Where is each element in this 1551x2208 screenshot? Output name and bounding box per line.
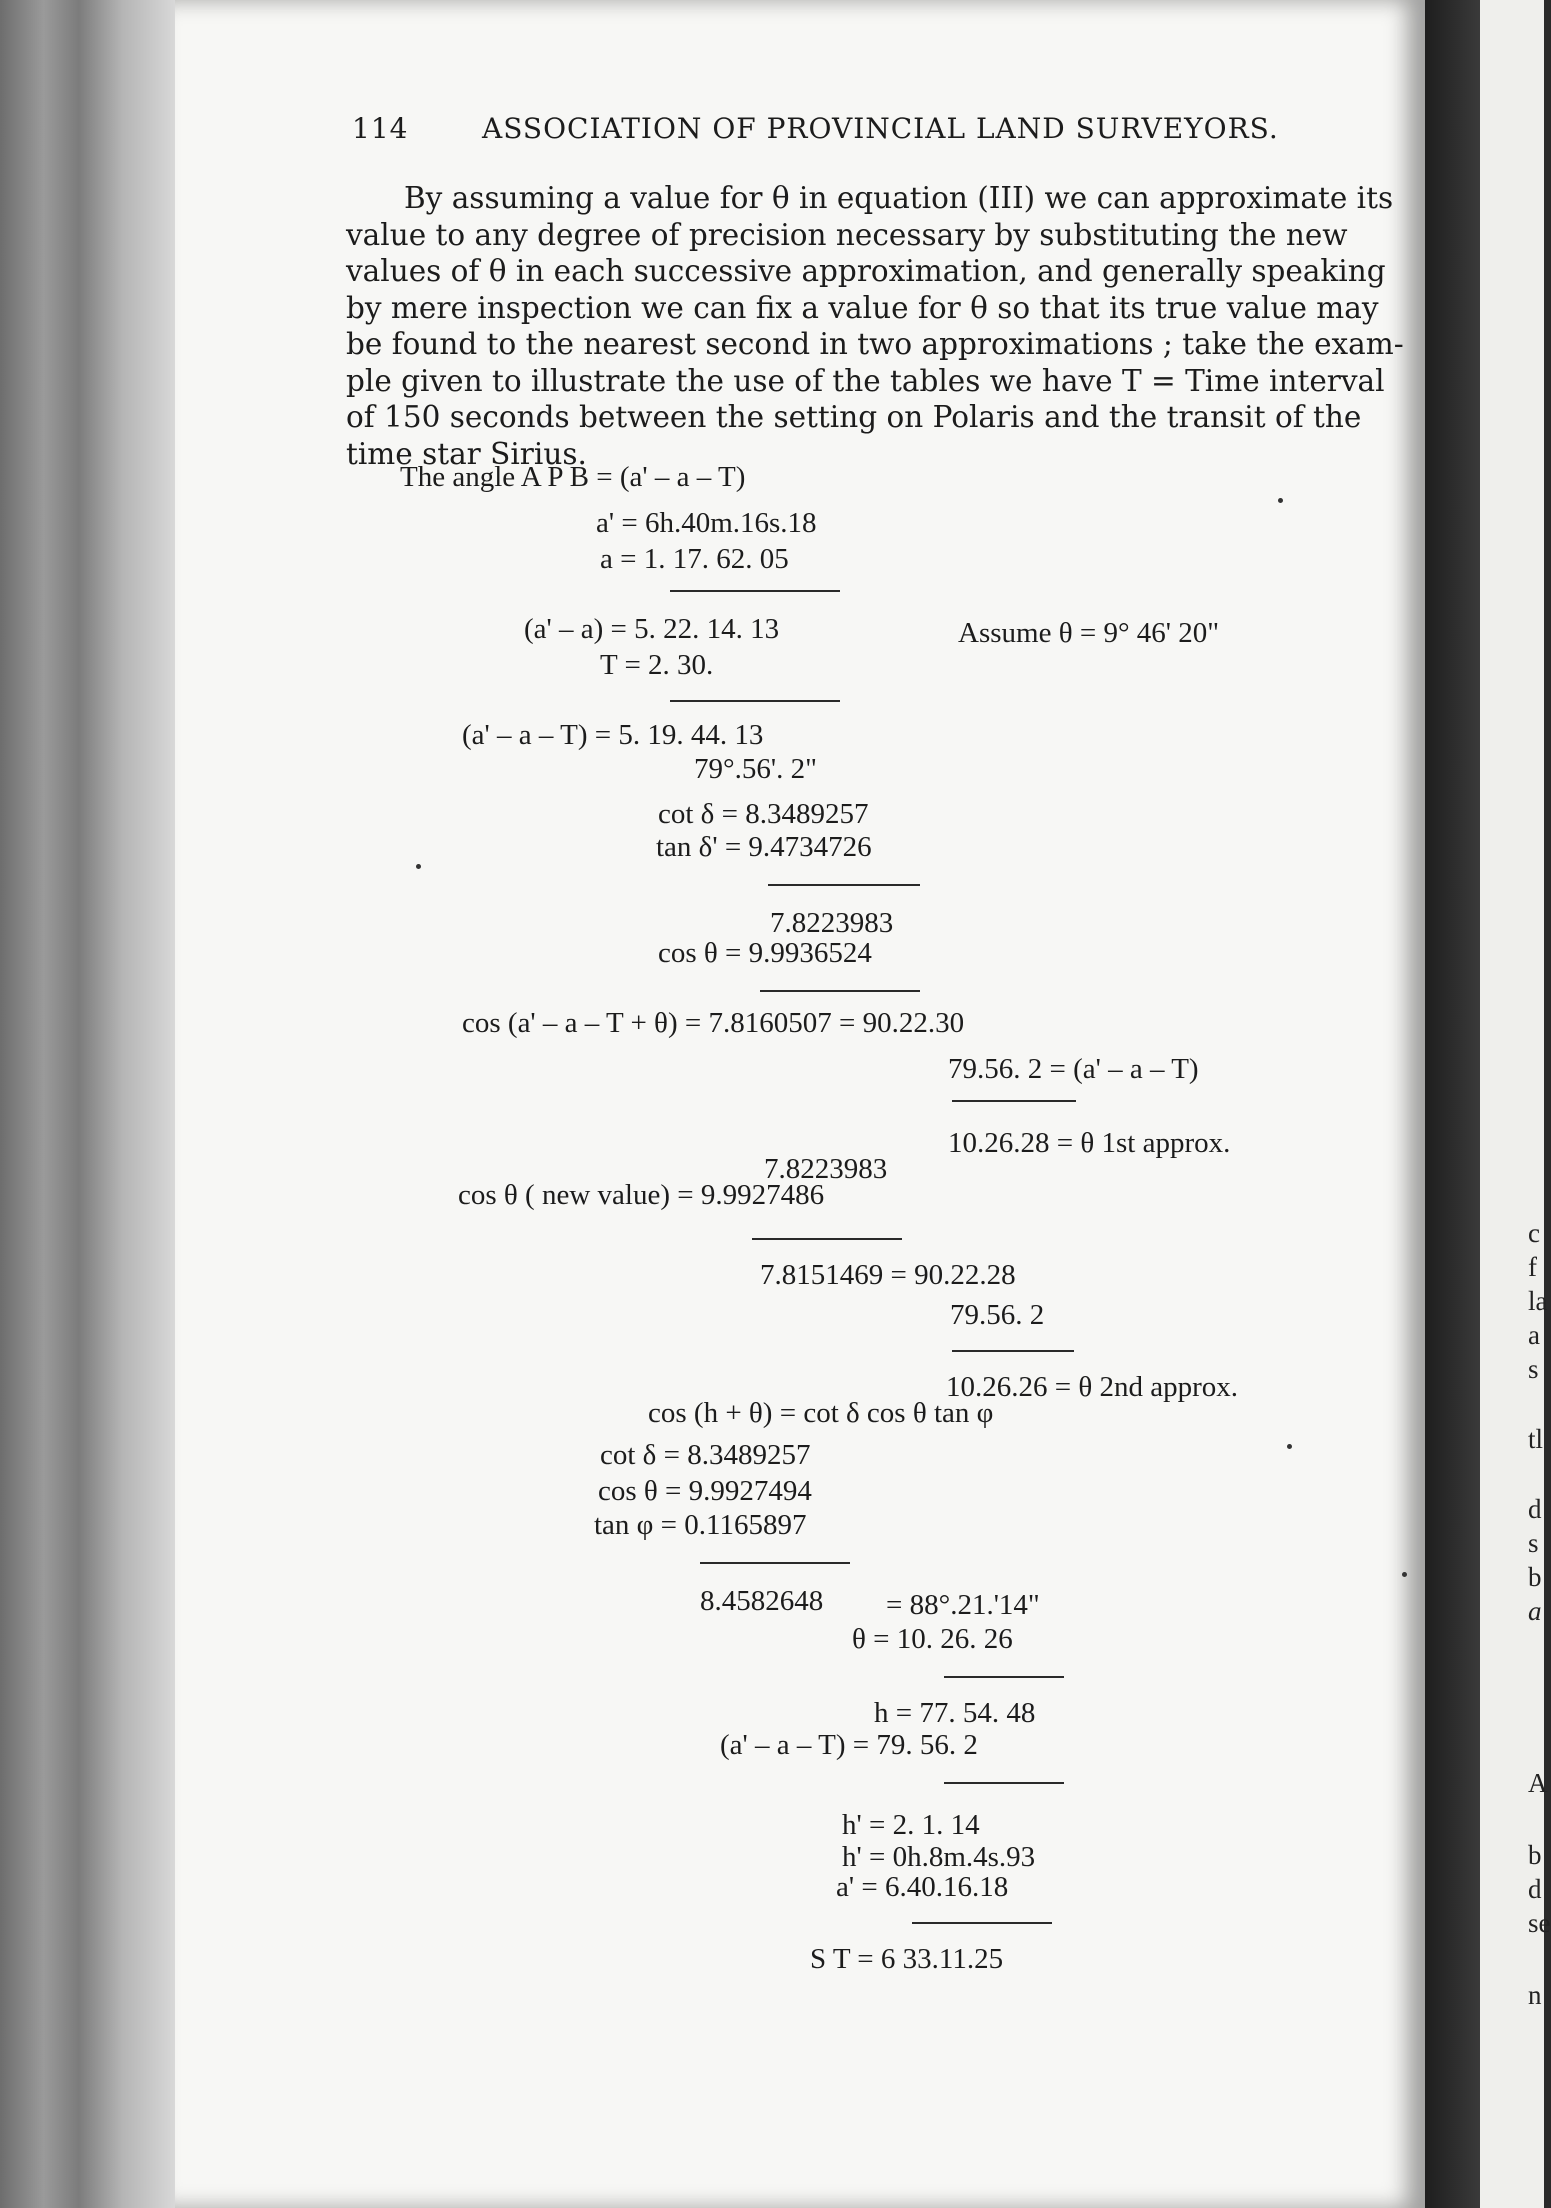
page-gutter-shadow — [1425, 0, 1480, 2208]
rule-line — [700, 1562, 850, 1564]
print-speck — [416, 864, 421, 869]
math-line: 79°.56'. 2" — [694, 753, 817, 785]
next-page-fragment: tl — [1528, 1424, 1544, 1454]
math-line: 7.8151469 = 90.22.28 — [760, 1259, 1016, 1291]
rule-line — [952, 1100, 1076, 1102]
math-line: T = 2. 30. — [600, 649, 714, 681]
math-line: (a' – a – T) = 79. 56. 2 — [720, 1729, 978, 1761]
math-line: h' = 2. 1. 14 — [842, 1809, 980, 1841]
next-page-fragment: la — [1528, 1286, 1548, 1316]
rule-line — [670, 700, 840, 702]
next-page-fragment: A — [1528, 1768, 1548, 1798]
math-line: cos θ = 9.9927494 — [598, 1475, 812, 1507]
math-line: h = 77. 54. 48 — [874, 1697, 1036, 1729]
math-line: cos (h + θ) = cot δ cos θ tan φ — [648, 1397, 994, 1429]
print-speck — [1402, 1572, 1407, 1577]
math-line: tan φ = 0.1165897 — [594, 1509, 807, 1541]
body-paragraph — [346, 180, 1414, 472]
paragraph-line: be found to the nearest second in two approximations ; take the exam- — [346, 327, 1404, 361]
math-line: 10.26.26 = θ 2nd approx. — [946, 1371, 1239, 1403]
page-header — [352, 112, 1312, 152]
math-line: cos θ ( new value) = 9.9927486 — [458, 1179, 825, 1211]
math-line: tan δ' = 9.4734726 — [656, 831, 872, 863]
rule-line — [752, 1238, 902, 1240]
math-line: Assume θ = 9° 46' 20" — [958, 617, 1220, 649]
paragraph-line: values of θ in each successive approximation, and generally speaking — [346, 254, 1386, 288]
paragraph-line: By assuming a value for θ in equation (III) we can approximate its — [404, 181, 1394, 215]
math-line: cot δ = 8.3489257 — [600, 1439, 811, 1471]
rule-line — [912, 1922, 1052, 1924]
math-line: 10.26.28 = θ 1st approx. — [948, 1127, 1231, 1159]
paragraph-line: ple given to illustrate the use of the tables we have T = Time interval — [346, 363, 1385, 398]
next-page-fragment: a — [1528, 1320, 1540, 1350]
rule-line — [760, 990, 920, 992]
math-line: The angle A P B = (a' – a – T) — [400, 461, 746, 493]
next-page-fragment: s — [1528, 1528, 1539, 1558]
book-spine-edge — [0, 0, 175, 2208]
next-page-fragment: b — [1528, 1840, 1542, 1870]
math-line: cos (a' – a – T + θ) = 7.8160507 = 90.22.30 — [462, 1007, 965, 1039]
next-page-fragment: b — [1528, 1562, 1542, 1592]
math-line: (a' – a) = 5. 22. 14. 13 — [524, 613, 780, 645]
next-page-fragment: f — [1528, 1252, 1537, 1282]
rule-line — [768, 884, 920, 886]
next-page-fragment: c — [1528, 1218, 1540, 1248]
math-line: 8.4582648 — [700, 1585, 824, 1617]
rule-line — [952, 1350, 1074, 1352]
next-page-fragment: a — [1528, 1596, 1542, 1626]
rule-line — [944, 1676, 1064, 1678]
math-line: 79.56. 2 — [950, 1299, 1045, 1331]
page-number: 114 — [352, 112, 409, 145]
math-line: cot δ = 8.3489257 — [658, 798, 869, 830]
rule-line — [670, 590, 840, 592]
next-page-fragment: s — [1528, 1354, 1539, 1384]
next-page-fragment: se — [1528, 1908, 1551, 1938]
paragraph-line: by mere inspection we can fix a value for θ so that its true value may — [346, 290, 1379, 325]
print-speck — [1278, 498, 1283, 503]
next-page-fragment: d — [1528, 1874, 1542, 1904]
math-line: 79.56. 2 = (a' – a – T) — [948, 1053, 1199, 1085]
paragraph-line: time star Sirius. — [346, 436, 587, 471]
paragraph-line: of 150 seconds between the setting on Polaris and the transit of the — [346, 400, 1362, 434]
math-line: = 88°.21.'14" — [886, 1589, 1040, 1621]
math-line: S T = 6 33.11.25 — [810, 1943, 1004, 1975]
math-line: 7.8223983 — [770, 907, 894, 939]
paragraph-line: value to any degree of precision necessary by substituting the new — [346, 217, 1348, 252]
next-page-fragment: d — [1528, 1494, 1542, 1524]
math-line: (a' – a – T) = 5. 19. 44. 13 — [462, 719, 764, 751]
next-page-fragment: n — [1528, 1980, 1542, 2010]
math-line: θ = 10. 26. 26 — [852, 1623, 1013, 1655]
print-speck — [1287, 1444, 1292, 1449]
math-line: cos θ = 9.9936524 — [658, 937, 872, 969]
math-line: a = 1. 17. 62. 05 — [600, 543, 789, 575]
math-line: 7.8223983 — [764, 1153, 888, 1185]
rule-line — [944, 1782, 1064, 1784]
running-head: ASSOCIATION OF PROVINCIAL LAND SURVEYORS. — [482, 112, 1279, 145]
math-line: a' = 6.40.16.18 — [836, 1871, 1009, 1903]
math-line: h' = 0h.8m.4s.93 — [842, 1841, 1036, 1873]
math-line: a' = 6h.40m.16s.18 — [596, 507, 817, 539]
